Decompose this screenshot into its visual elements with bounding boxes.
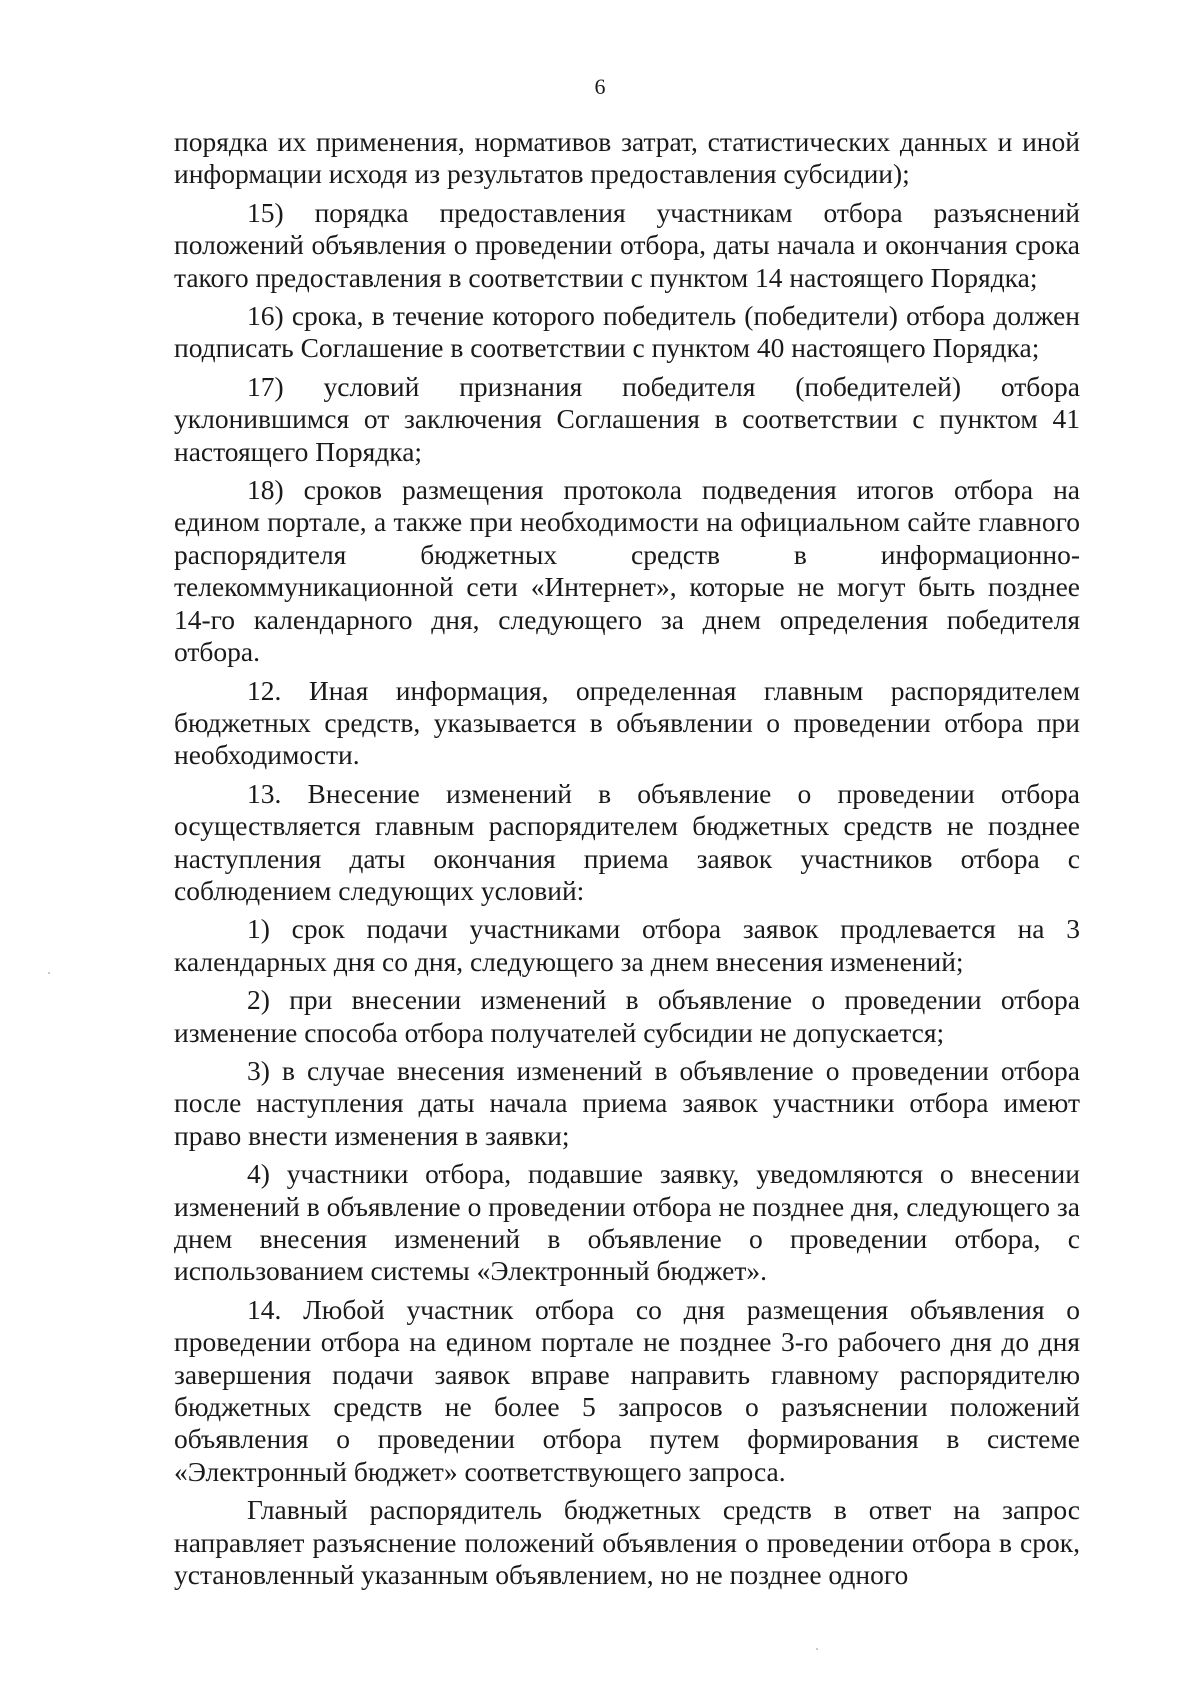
page-number: 6 — [594, 74, 606, 99]
paragraph-section-13-item-2: 2) при внесении изменений в объявление о проведении отбора изменение способа отбора получателей субсидии не допускается; — [174, 984, 1080, 1048]
paragraph-section-13-item-4: 4) участники отбора, подавшие заявку, уведомляются о внесении изменений в объявление о проведении отбора не позднее дня, следующего за днем внесения изменений в объявление о проведении отбора, с использованием системы «Электронный бюджет». — [174, 1158, 1080, 1287]
paragraph-continuation: порядка их применения, нормативов затрат, статистических данных и иной информации исходя из результатов предоставления субсидии); — [174, 126, 1080, 190]
paragraph-section-14: 14. Любой участник отбора со дня размещения объявления о проведении отбора на едином портале не позднее 3-го рабочего дня до дня завершения подачи заявок вправе направить главному распорядителю бюджетных средств не более 5 запросов о разъяснении положений объявления о проведении отбора путем формирования в системе «Электронный бюджет» соответствующего запроса. — [174, 1293, 1080, 1487]
paragraph-section-13-item-3: 3) в случае внесения изменений в объявление о проведении отбора после наступления даты начала приема заявок участники отбора имеют право внести изменения в заявки; — [174, 1054, 1080, 1151]
paragraph-section-13: 13. Внесение изменений в объявление о проведении отбора осуществляется главным распорядителем бюджетных средств не позднее наступления даты окончания приема заявок участников отбора с соблюдением следующих условий: — [174, 777, 1080, 906]
paragraph-section-14-continuation: Главный распорядитель бюджетных средств в ответ на запрос направляет разъяснение положений объявления о проведении отбора в срок, установленный указанным объявлением, но не позднее одного — [174, 1494, 1080, 1591]
document-text-body — [174, 126, 1080, 1591]
paragraph-section-13-item-1: 1) срок подачи участниками отбора заявок продлевается на 3 календарных дня со дня, следующего за днем внесения изменений; — [174, 913, 1080, 977]
paragraph-section-12: 12. Иная информация, определенная главным распорядителем бюджетных средств, указывается в объявлении о проведении отбора при необходимости. — [174, 674, 1080, 771]
paragraph-item-18: 18) сроков размещения протокола подведения итогов отбора на едином портале, а также при необходимости на официальном сайте главного распорядителя бюджетных средств в информационно-телекоммуникационной сети «Интернет», которые не могут быть позднее 14-го календарного дня, следующего за днем определения победителя отбора. — [174, 474, 1080, 668]
scan-speck — [48, 972, 50, 974]
scan-speck — [816, 1648, 818, 1650]
paragraph-item-16: 16) срока, в течение которого победитель (победители) отбора должен подписать Соглашение в соответствии с пунктом 40 настоящего Порядка; — [174, 300, 1080, 364]
paragraph-item-17: 17) условий признания победителя (победителей) отбора уклонившимся от заключения Соглашения в соответствии с пунктом 41 настоящего Порядка; — [174, 370, 1080, 467]
paragraph-item-15: 15) порядка предоставления участникам отбора разъяснений положений объявления о проведении отбора, даты начала и окончания срока такого предоставления в соответствии с пунктом 14 настоящего Порядка; — [174, 196, 1080, 293]
